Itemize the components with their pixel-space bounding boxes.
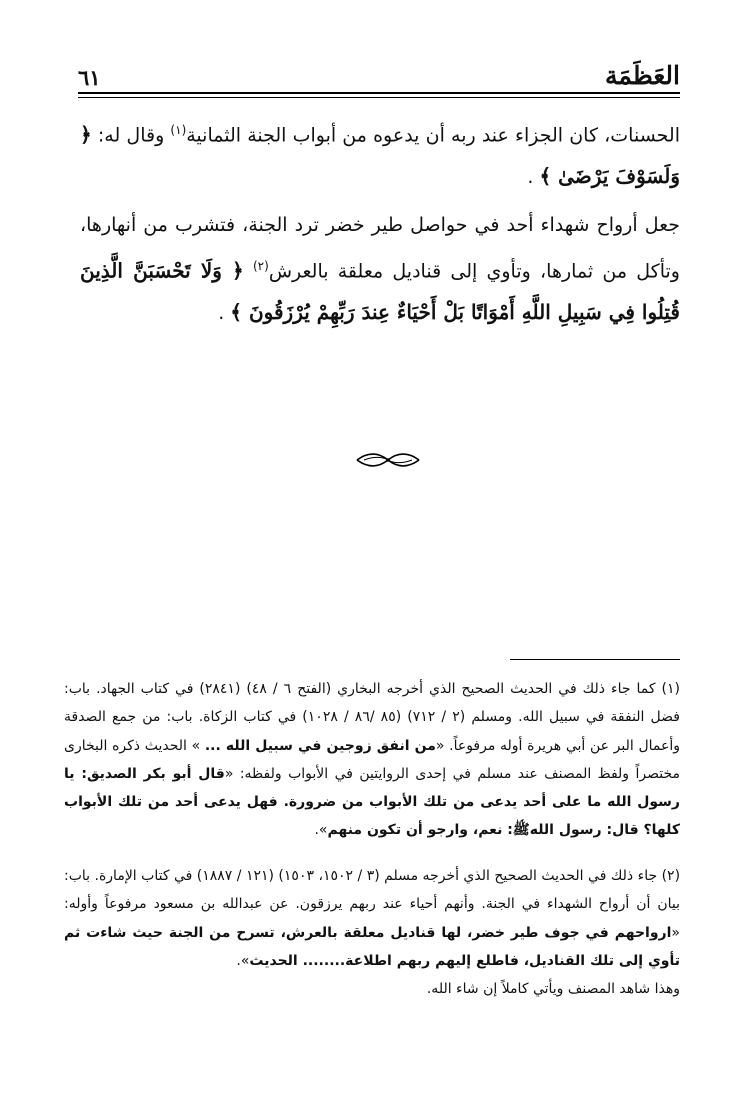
quran-verse: ﴿ وَلَسَوْفَ يَرْضَىٰ ﴾ — [80, 122, 680, 189]
page-number: ٦١ — [78, 65, 101, 90]
closing-note: وهذا شاهد المصنف ويأتي كاملاً إن شاء الله. — [426, 981, 680, 998]
section-ornament-icon — [354, 449, 422, 471]
quran-verse: ﴿ وَلَا تَحْسَبَنَّ الَّذِينَ قُتِلُوا فِي سَبِيلِ اللَّهِ أَمْوَاتًا بَلْ أَحْيَاءٌ عِندَ رَبِّهِمْ يُرْزَقُونَ ﴾ — [80, 258, 680, 325]
footnote-separator — [510, 659, 680, 660]
footnote-ref-2: (٢) — [252, 259, 269, 273]
chapter-title: العَظَمَة — [605, 61, 680, 90]
footnote-ref-1: (١) — [170, 123, 187, 137]
footnote-2: (٢) جاء ذلك في الحديث الصحيح الذي أخرجه مسلم (٣ / ١٥٠٢، ١٥٠٣) (١٢١ / ١٨٨٧) في كتاب الإمارة. باب: بيان أن أرواح الشهداء في الجنة. وأنهم أحياء عند ربهم يرزقون. عن عبدالله بن مسعود مرفوعاً وأوله: «ارواحهم في جوف طير خضر، لها قناديل معلقة بالعرش، تسرح من الجنة حيث شاءت ثم تأوي إلى تلك القناديل، فاطلع إليهم ربهم اطلاعة........ الحديث». وهذا شاهد المصنف ويأتي كاملاً إن شاء الله. — [64, 868, 681, 998]
paragraph-1: الحسنات، كان الجزاء عند ربه أن يدعوه من أبواب الجنة الثمانية$^{(١)}$ وقال له: ﴿ وَلَسَوْفَ يَرْضَىٰ ﴾ . — [80, 122, 680, 189]
paragraph-2: جعل أرواح شهداء أحد في حواصل طير خضر ترد الجنة، فتشرب من أنهارها، وتأكل من ثمارها، وتأوي إلى قناديل معلقة بالعرش$^{(٢)}$ ﴿ وَلَا تَحْسَبَنَّ الَّذِينَ قُتِلُوا فِي سَبِيلِ اللَّهِ أَمْوَاتًا بَلْ أَحْيَاءٌ عِندَ رَبِّهِمْ يُرْزَقُونَ ﴾ . — [80, 214, 680, 325]
page-header — [78, 56, 680, 90]
header-rule — [78, 92, 680, 94]
footnote-1: (١) كما جاء ذلك في الحديث الصحيح الذي أخرجه البخاري (الفتح ٦ / ٤٨) (٢٨٤١) في كتاب الجهاد. باب: فضل النفقة في سبيل الله. ومسلم (٢ / ٧١٢) (٨٥ /٨٦ / ١٠٢٨) في كتاب الزكاة. باب: من جمع الصدقة وأعمال البر عن أبي هريرة أوله مرفوعاً. «من انفق زوجين في سبيل الله ... » الحديث ذكره البخارى مختصراً ولفظ المصنف عند مسلم في إحدى الروايتين في الأبواب ولفظه: «قال أبو بكر الصديق: يا رسول الله ما على أحد يدعى من تلك الأبواب من ضرورة. فهل يدعى أحد من تلك الأبواب كلها؟ قال: رسول اللهﷺ: نعم، وارجو أن تكون منهم». — [64, 681, 680, 839]
header-rule-thin — [78, 97, 680, 98]
